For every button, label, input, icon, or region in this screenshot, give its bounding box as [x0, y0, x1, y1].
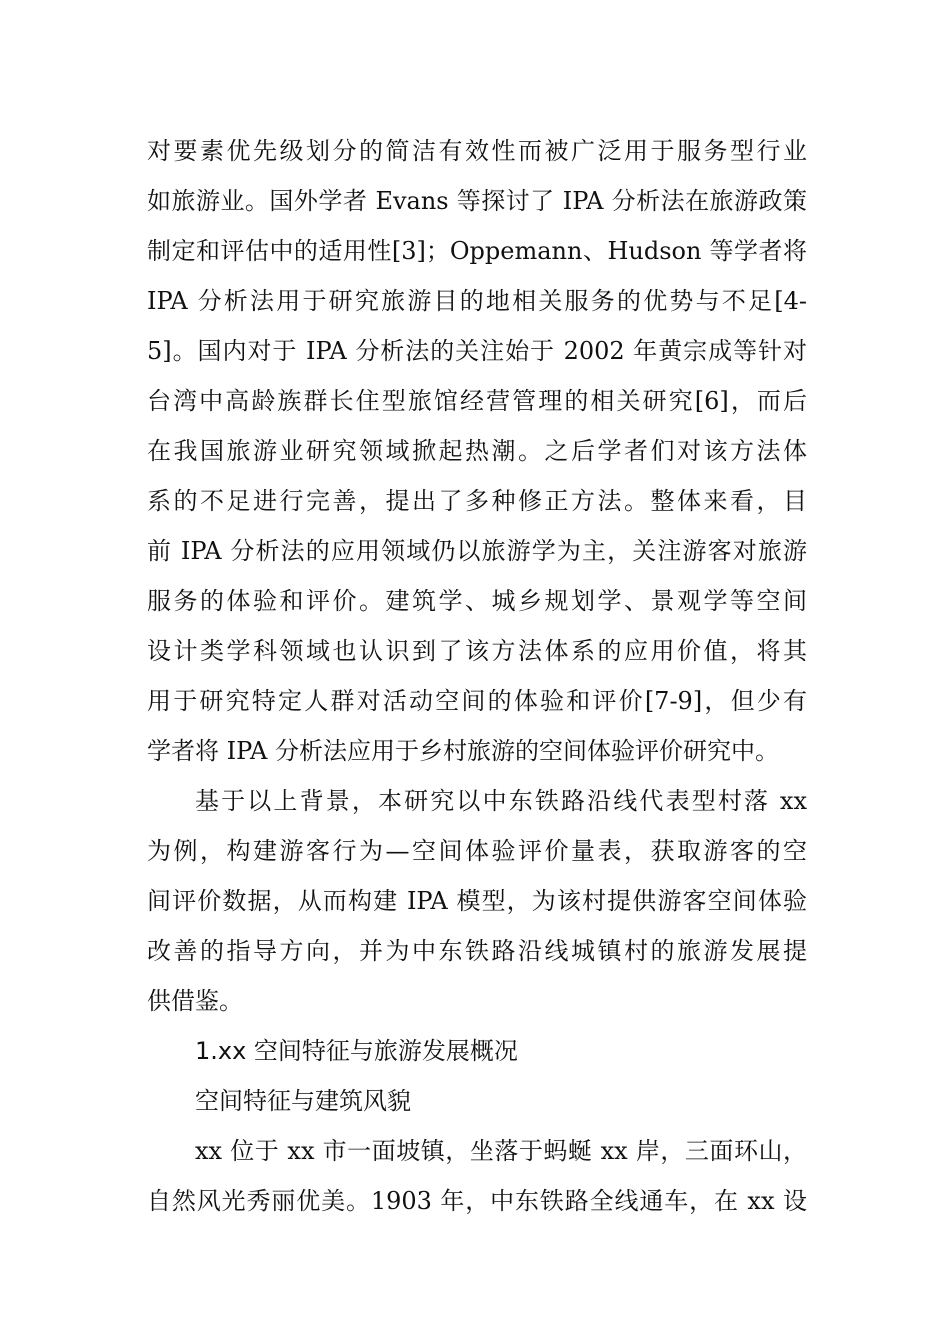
text-line: 服务的体验和评价。建筑学、城乡规划学、景观学等空间: [147, 587, 807, 615]
text-line: 间评价数据，从而构建 IPA 模型，为该村提供游客空间体验: [147, 887, 807, 915]
text-line: 对要素优先级划分的简洁有效性而被广泛用于服务型行业: [147, 137, 807, 165]
text-line: 设计类学科领域也认识到了该方法体系的应用价值，将其: [147, 637, 807, 665]
text-line: 用于研究特定人群对活动空间的体验和评价[7-9]，但少有: [147, 687, 807, 715]
text-line: 基于以上背景，本研究以中东铁路沿线代表型村落 xx: [195, 787, 807, 815]
text-line: 前 IPA 分析法的应用领域仍以旅游学为主，关注游客对旅游: [147, 537, 807, 565]
text-line: 在我国旅游业研究领域掀起热潮。之后学者们对该方法体: [147, 437, 807, 465]
paragraph-research-purpose: [147, 776, 807, 1026]
subsection-heading: 空间特征与建筑风貌: [195, 1087, 411, 1115]
text-line: 改善的指导方向，并为中东铁路沿线城镇村的旅游发展提: [147, 937, 807, 965]
section-heading: 1.xx 空间特征与旅游发展概况: [195, 1037, 518, 1065]
text-line: 系的不足进行完善，提出了多种修正方法。整体来看，目: [147, 487, 807, 515]
document-body: [147, 126, 807, 1226]
paragraph-spatial-features: [147, 1126, 807, 1226]
text-line: 为例，构建游客行为—空间体验评价量表，获取游客的空: [147, 837, 807, 865]
paragraph-ipa-background: [147, 126, 807, 776]
text-line: IPA 分析法用于研究旅游目的地相关服务的优势与不足[4-: [147, 287, 807, 315]
text-line: 5]。国内对于 IPA 分析法的关注始于 2002 年黄宗成等针对: [147, 337, 807, 365]
text-line: 如旅游业。国外学者 Evans 等探讨了 IPA 分析法在旅游政策: [147, 187, 807, 215]
text-line: 学者将 IPA 分析法应用于乡村旅游的空间体验评价研究中。: [147, 737, 780, 765]
text-line: 制定和评估中的适用性[3]；Oppemann、Hudson 等学者将: [147, 237, 807, 265]
text-line: 台湾中高龄族群长住型旅馆经营管理的相关研究[6]，而后: [147, 387, 807, 415]
text-line: xx 位于 xx 市一面坡镇，坐落于蚂蜒 xx 岸，三面环山，: [195, 1137, 807, 1165]
text-line: 自然风光秀丽优美。1903 年，中东铁路全线通车，在 xx 设: [147, 1187, 807, 1215]
text-line: 供借鉴。: [147, 987, 243, 1015]
